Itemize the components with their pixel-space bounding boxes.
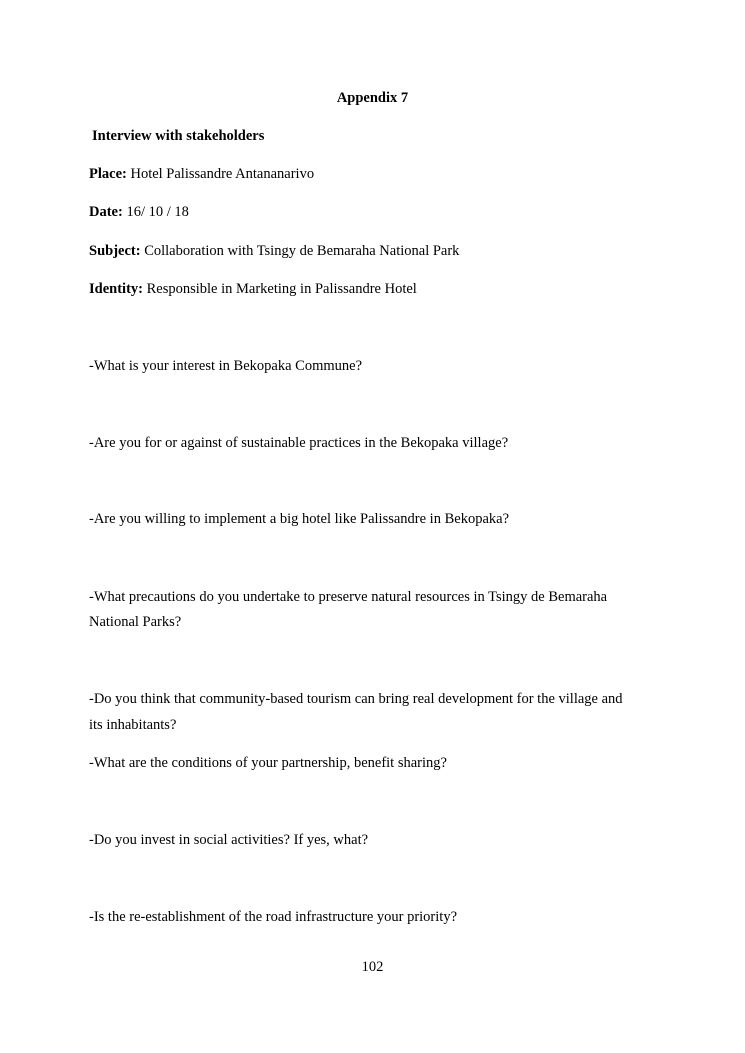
subject-value: Collaboration with Tsingy de Bemaraha National Park: [144, 243, 460, 259]
question-4-line-2: National Parks?: [89, 614, 182, 630]
question-7: -Do you invest in social activities? If yes, what?: [89, 832, 369, 848]
question-4-line-1: -What precautions do you undertake to preserve natural resources in Tsingy de Bemaraha: [89, 589, 608, 605]
date-label: Date:: [89, 204, 123, 220]
date-value: 16/ 10 / 18: [126, 204, 189, 220]
question-8: -Is the re-establishment of the road infrastructure your priority?: [89, 909, 458, 925]
subject-line: [89, 242, 459, 260]
question-3: -Are you willing to implement a big hotel like Palissandre in Bekopaka?: [89, 511, 510, 527]
question-2: -Are you for or against of sustainable practices in the Bekopaka village?: [89, 435, 509, 451]
question-5-line-2: its inhabitants?: [89, 717, 177, 733]
question-1: -What is your interest in Bekopaka Commune?: [89, 358, 363, 374]
appendix-title: Appendix 7: [336, 90, 409, 106]
subject-label: Subject:: [89, 243, 141, 259]
question-5-line-1: -Do you think that community-based tourism can bring real development for the village and: [89, 691, 623, 707]
place-value: Hotel Palissandre Antananarivo: [130, 166, 315, 182]
place-line: [89, 165, 314, 183]
place-label: Place:: [89, 166, 127, 182]
identity-line: [89, 280, 417, 298]
question-6: -What are the conditions of your partnership, benefit sharing?: [89, 755, 447, 771]
section-heading: Interview with stakeholders: [92, 128, 265, 144]
identity-value: Responsible in Marketing in Palissandre Hotel: [146, 281, 417, 297]
identity-label: Identity:: [89, 281, 143, 297]
date-line: [89, 203, 189, 221]
page-number: 102: [361, 959, 384, 975]
